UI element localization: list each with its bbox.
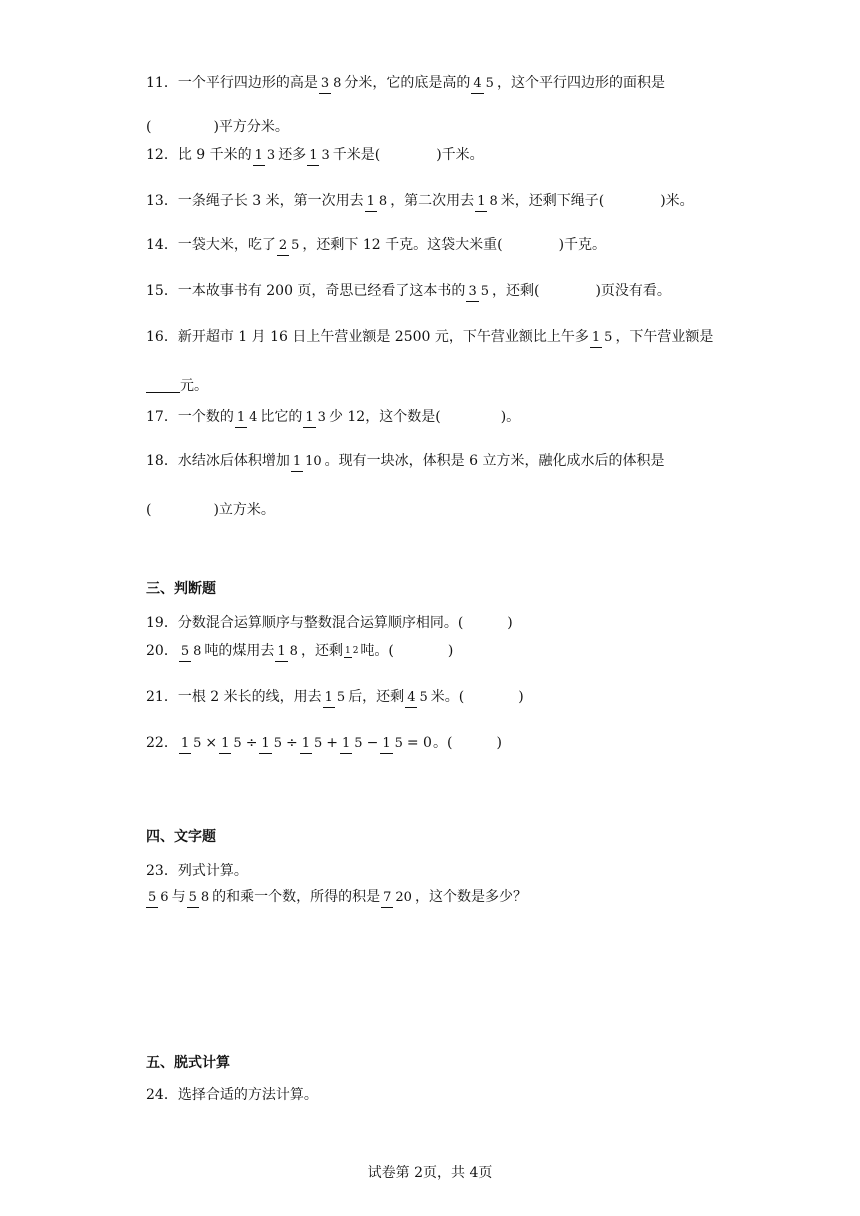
section-heading-step-calculation: 五、脱式计算: [146, 1055, 230, 1071]
question-16: 16．新开超市 1 月 16 日上午营业额是 2500 元，下午营业额比上午多 1 5 ，下午营业额是: [146, 330, 713, 344]
fraction: 1 3: [253, 149, 278, 162]
question-18-answer: ( )立方米。: [146, 502, 275, 518]
question-18: 18．水结冰后体积增加 1 10 。现有一块冰，体积是 6 立方米，融化成水后的体积是: [146, 454, 664, 468]
section-heading-judgement: 三、判断题: [146, 581, 216, 597]
fraction: 1 5: [300, 737, 325, 750]
fraction: 5 8: [179, 645, 204, 658]
fraction: 1 10: [291, 455, 324, 468]
fraction: 3 8: [319, 77, 344, 90]
fraction: 1 5: [219, 737, 244, 750]
fraction: 1 8: [275, 645, 300, 658]
fraction: 7 20: [381, 891, 414, 904]
question-12: 12．比 9 千米的 1 3 还多 1 3 千米是( )千米。: [146, 148, 484, 162]
question-20: 20． 5 8 吨的煤用去 1 8 ，还剩 1 2 吨。( ): [146, 644, 453, 658]
question-23-expression: 5 6 与 5 8 的和乘一个数，所得的积是 7 20 ，这个数是多少？: [146, 890, 527, 904]
fraction: 5 6: [146, 891, 171, 904]
fraction: 1 5: [590, 331, 615, 344]
fraction: 1 5: [323, 691, 348, 704]
section-heading-word-problems: 四、文字题: [146, 829, 216, 845]
question-16-answer: 元。: [146, 378, 208, 393]
fraction: 3 5: [466, 285, 491, 298]
question-11: 11．一个平行四边形的高是 3 8 分米，它的底是高的 4 5 ，这个平行四边形的面积是: [146, 76, 665, 90]
fraction: 4 5: [471, 77, 496, 90]
fraction: 1 4: [235, 411, 260, 424]
fraction: 4 5: [405, 691, 430, 704]
answer-blank[interactable]: [146, 378, 180, 393]
fraction: 1 3: [307, 149, 332, 162]
question-22: 22． 1 5 × 1 5 ÷ 1 5 ÷ 1 5 + 1 5 − 1 5 = 0。( ): [146, 736, 502, 750]
fraction: 1 5: [340, 737, 365, 750]
question-15: 15．一本故事书有 200 页，奇思已经看了这本书的 3 5 ，还剩( )页没有看。: [146, 284, 671, 298]
question-13: 13．一条绳子长 3 米，第一次用去 1 8 ，第二次用去 1 8 米，还剩下绳子( )米。: [146, 194, 694, 208]
fraction: 1 8: [475, 195, 500, 208]
fraction: 1 5: [380, 737, 405, 750]
question-11-answer: ( )平方分米。: [146, 119, 289, 135]
question-14: 14．一袋大米，吃了 2 5 ，还剩下 12 千克。这袋大米重( )千克。: [146, 238, 606, 252]
fraction: 1 5: [179, 737, 204, 750]
fraction: 1 8: [365, 195, 390, 208]
question-17: 17．一个数的 1 4 比它的 1 3 少 12，这个数是( )。: [146, 410, 520, 424]
fraction: 1 5: [259, 737, 284, 750]
question-21: 21．一根 2 米长的线，用去 1 5 后，还剩 4 5 米。( ): [146, 690, 524, 704]
question-19: 19．分数混合运算顺序与整数混合运算顺序相同。( ): [146, 615, 513, 631]
question-23: 23．列式计算。: [146, 863, 248, 879]
page-footer: 试卷第 2页，共 4页: [367, 1165, 493, 1181]
fraction: 2 5: [277, 239, 302, 252]
question-24: 24．选择合适的方法计算。: [146, 1087, 318, 1103]
fraction: 1 2: [344, 645, 359, 656]
fraction: 5 8: [187, 891, 212, 904]
fraction: 1 3: [303, 411, 328, 424]
